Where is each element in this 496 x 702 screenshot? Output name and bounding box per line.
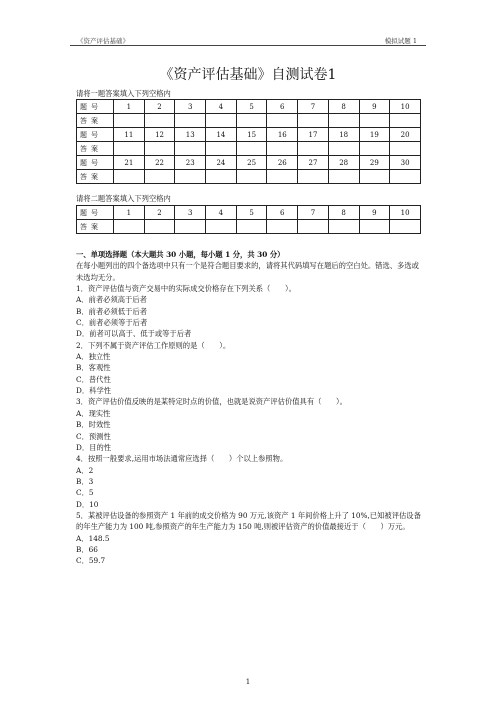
question-number-cell: 4 xyxy=(206,100,237,114)
question-number-cell: 14 xyxy=(206,128,237,142)
table-row xyxy=(77,128,421,142)
question-number-cell: 4 xyxy=(206,206,237,220)
question-number-cell: 3 xyxy=(175,206,206,220)
answer-option: C．59.7 xyxy=(76,556,106,566)
question-stem: 2．下列不属于资产评估工作原则的是（ ）。 xyxy=(76,340,231,350)
answer-option: A．现实性 xyxy=(76,408,111,418)
answer-option: C．前者必须等于后者 xyxy=(76,318,148,328)
table-row xyxy=(77,170,421,184)
question-number-cell: 11 xyxy=(114,128,145,142)
question-number-cell: 2 xyxy=(144,100,175,114)
header-left: 《资产评估基础》 xyxy=(77,37,129,45)
answer-table-1 xyxy=(76,99,421,184)
answer-cell[interactable] xyxy=(390,220,421,234)
question-number-cell: 18 xyxy=(328,128,359,142)
question-number-cell: 20 xyxy=(390,128,421,142)
question-number-cell: 23 xyxy=(175,156,206,170)
answer-cell[interactable] xyxy=(267,220,298,234)
question-number-cell: 7 xyxy=(298,206,329,220)
answer-cell[interactable] xyxy=(359,114,390,128)
row-label: 题号 xyxy=(77,128,114,142)
question-number-cell: 22 xyxy=(144,156,175,170)
answer-cell[interactable] xyxy=(114,170,145,184)
table-row xyxy=(77,142,421,156)
table1-caption: 请将一题答案填入下列空格内 xyxy=(76,89,171,98)
answer-cell[interactable] xyxy=(267,142,298,156)
answer-cell[interactable] xyxy=(236,142,267,156)
answer-cell[interactable] xyxy=(267,170,298,184)
answer-option: C．普代性 xyxy=(76,374,111,384)
table-row xyxy=(77,206,421,220)
row-label: 答案 xyxy=(77,142,114,156)
answer-cell[interactable] xyxy=(206,220,237,234)
row-label: 答案 xyxy=(77,114,114,128)
answer-option: A．2 xyxy=(76,465,94,475)
answer-option: A．独立性 xyxy=(76,352,111,362)
answer-cell[interactable] xyxy=(144,114,175,128)
table-row xyxy=(77,114,421,128)
answer-cell[interactable] xyxy=(328,114,359,128)
question-number-cell: 24 xyxy=(206,156,237,170)
question-number-cell: 13 xyxy=(175,128,206,142)
answer-cell[interactable] xyxy=(175,114,206,128)
answer-option: B．66 xyxy=(76,544,98,554)
table2-caption: 请将二题答案填入下列空格内 xyxy=(76,194,171,203)
answer-cell[interactable] xyxy=(236,220,267,234)
question-number-cell: 21 xyxy=(114,156,145,170)
answer-cell[interactable] xyxy=(359,220,390,234)
answer-cell[interactable] xyxy=(390,170,421,184)
answer-table-2 xyxy=(76,205,421,234)
question-number-cell: 30 xyxy=(390,156,421,170)
row-label: 答案 xyxy=(77,170,114,184)
page-title: 《资产评估基础》自测试卷1 xyxy=(159,67,337,83)
row-label: 题号 xyxy=(77,156,114,170)
section-heading: 一、单项选择题（本大题共 30 小题，每小题 1 分，共 30 分） xyxy=(76,250,285,259)
question-stem: 1．资产评估值与资产交易中的实际成交价格存在下列关系（ ）。 xyxy=(76,284,296,294)
question-number-cell: 15 xyxy=(236,128,267,142)
question-number-cell: 25 xyxy=(236,156,267,170)
question-number-cell: 10 xyxy=(390,100,421,114)
question-number-cell: 7 xyxy=(298,100,329,114)
answer-cell[interactable] xyxy=(298,220,329,234)
question-list xyxy=(76,283,422,567)
answer-cell[interactable] xyxy=(114,114,145,128)
section-instructions: 在每小题列出的四个备选项中只有一个是符合题目要求的，请将其代码填写在题后的空白处。错选、多选或未选均无分。 xyxy=(76,261,419,282)
answer-cell[interactable] xyxy=(298,170,329,184)
table-row xyxy=(77,100,421,114)
question-number-cell: 9 xyxy=(359,100,390,114)
answer-cell[interactable] xyxy=(114,142,145,156)
answer-cell[interactable] xyxy=(328,142,359,156)
question-stem: 5．某被评估设备的参照资产 1 年前的成交价格为 90 万元,该资产 1 年间价格上升了 10%,已知被评估设备的年生产能力为 100 吨,参照资产的年生产能力为 150 吨,则被评估资产的价值最接近于（ ）万元。 xyxy=(76,510,421,532)
answer-option: D．科学性 xyxy=(76,386,112,396)
answer-cell[interactable] xyxy=(298,114,329,128)
row-label: 题号 xyxy=(77,100,114,114)
answer-cell[interactable] xyxy=(267,114,298,128)
answer-option: D．10 xyxy=(76,499,99,509)
answer-cell[interactable] xyxy=(359,170,390,184)
question-number-cell: 28 xyxy=(328,156,359,170)
answer-option: D．目的性 xyxy=(76,442,112,452)
answer-cell[interactable] xyxy=(390,142,421,156)
answer-cell[interactable] xyxy=(144,170,175,184)
page-number: 1 xyxy=(245,678,251,686)
question-stem: 4．按照一般要求,运用市场法通常应选择（ ）个以上参照物。 xyxy=(76,454,288,464)
question-number-cell: 17 xyxy=(298,128,329,142)
question-number-cell: 1 xyxy=(114,206,145,220)
question-number-cell: 5 xyxy=(236,206,267,220)
answer-cell[interactable] xyxy=(236,114,267,128)
question-number-cell: 29 xyxy=(359,156,390,170)
answer-cell[interactable] xyxy=(359,142,390,156)
answer-cell[interactable] xyxy=(390,114,421,128)
answer-cell[interactable] xyxy=(175,142,206,156)
row-label: 答案 xyxy=(77,220,114,234)
question-number-cell: 2 xyxy=(144,206,175,220)
answer-cell[interactable] xyxy=(298,142,329,156)
answer-cell[interactable] xyxy=(328,170,359,184)
question-number-cell: 9 xyxy=(359,206,390,220)
answer-cell[interactable] xyxy=(175,170,206,184)
question-number-cell: 6 xyxy=(267,100,298,114)
row-label: 题号 xyxy=(77,206,114,220)
answer-cell[interactable] xyxy=(328,220,359,234)
answer-cell[interactable] xyxy=(175,220,206,234)
question-number-cell: 10 xyxy=(390,206,421,220)
question-number-cell: 27 xyxy=(298,156,329,170)
answer-option: B．前者必须低于后者 xyxy=(76,306,148,316)
answer-option: B．客观性 xyxy=(76,363,111,373)
question-number-cell: 16 xyxy=(267,128,298,142)
answer-option: B．时效性 xyxy=(76,420,111,430)
header-right: 模拟试题 1 xyxy=(384,37,417,45)
question-number-cell: 19 xyxy=(359,128,390,142)
table-row xyxy=(77,156,421,170)
section-1 xyxy=(76,249,422,567)
question-number-cell: 3 xyxy=(175,100,206,114)
question-number-cell: 8 xyxy=(328,206,359,220)
answer-cell[interactable] xyxy=(206,170,237,184)
answer-cell[interactable] xyxy=(144,142,175,156)
answer-option: D．前者可以高于、低于或等于后者 xyxy=(76,329,192,339)
table-row xyxy=(77,220,421,234)
answer-cell[interactable] xyxy=(236,170,267,184)
question-number-cell: 8 xyxy=(328,100,359,114)
answer-cell[interactable] xyxy=(206,142,237,156)
answer-option: C．预测性 xyxy=(76,431,111,441)
question-stem: 3．资产评估价值反映的是某特定时点的价值，也就是说资产评估价值具有（ ）。 xyxy=(76,397,347,407)
answer-option: B．3 xyxy=(76,476,94,486)
question-number-cell: 6 xyxy=(267,206,298,220)
header-rule xyxy=(70,45,426,46)
answer-option: A．前者必须高于后者 xyxy=(76,295,147,305)
question-number-cell: 1 xyxy=(114,100,145,114)
answer-cell[interactable] xyxy=(206,114,237,128)
question-number-cell: 5 xyxy=(236,100,267,114)
answer-cell[interactable] xyxy=(144,220,175,234)
answer-cell[interactable] xyxy=(114,220,145,234)
question-number-cell: 26 xyxy=(267,156,298,170)
answer-option: A．148.5 xyxy=(76,533,110,543)
question-number-cell: 12 xyxy=(144,128,175,142)
answer-option: C．5 xyxy=(76,488,94,498)
